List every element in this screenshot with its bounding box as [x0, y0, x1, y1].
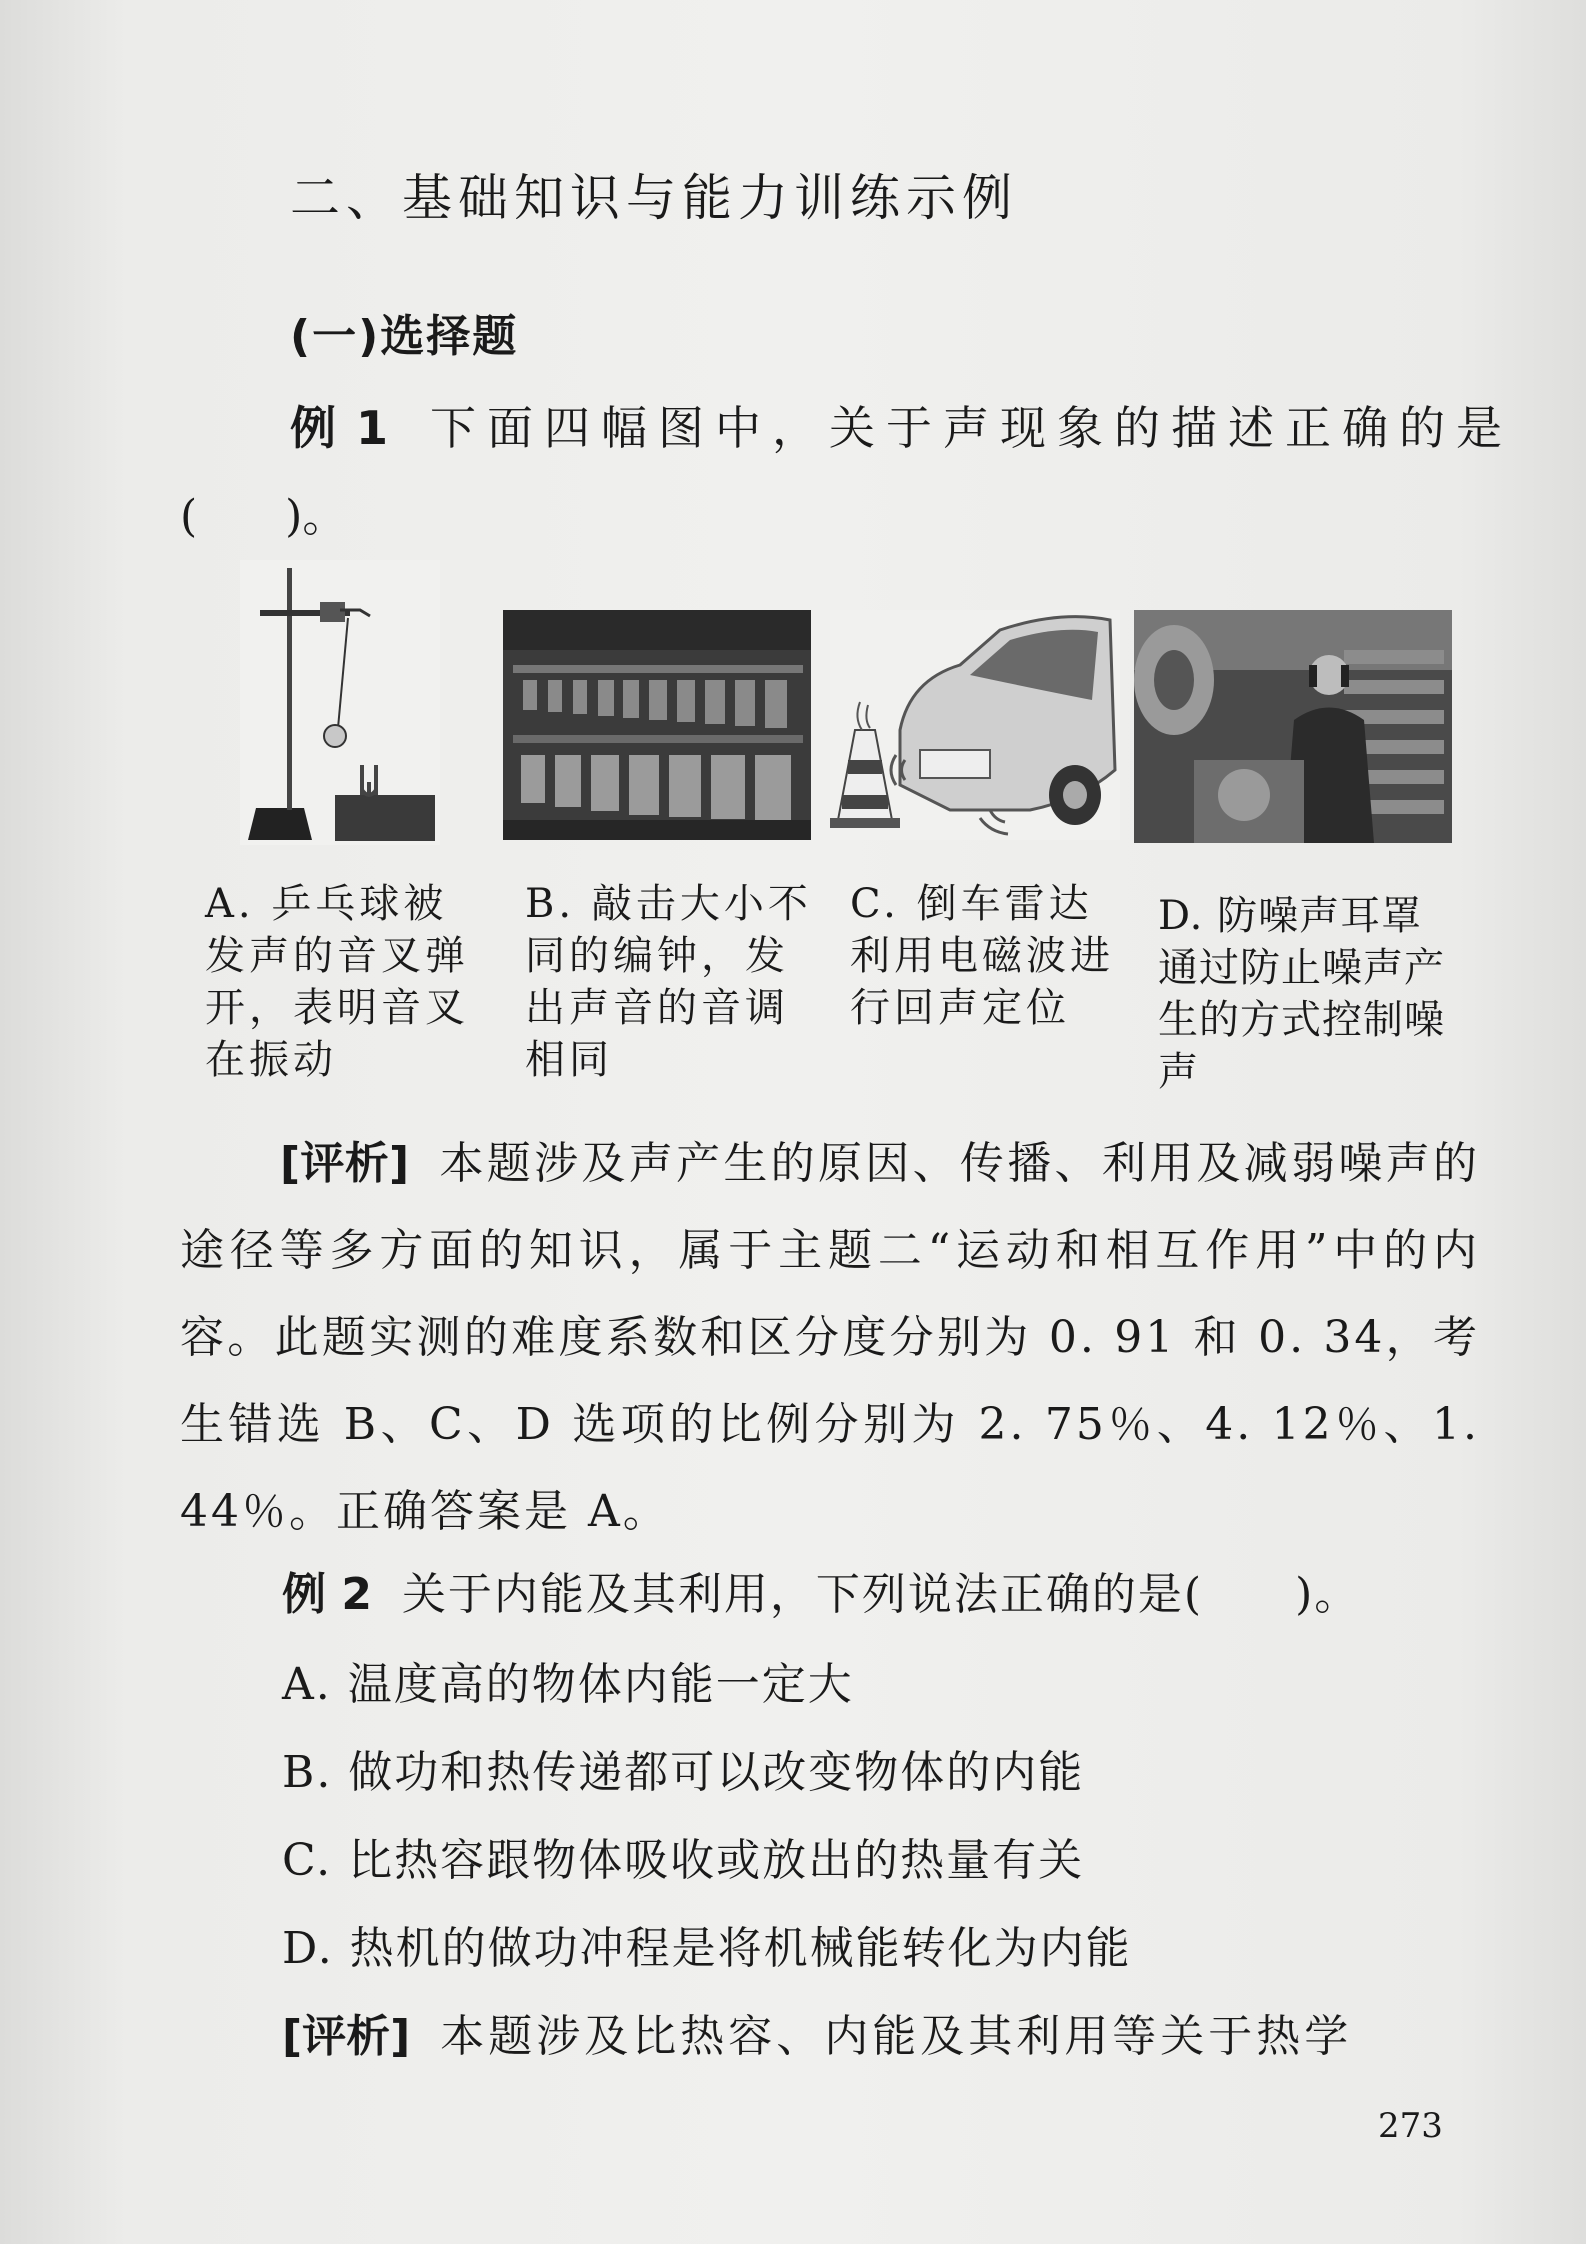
example1-analysis-text: 本题涉及声产生的原因、传播、利用及减弱噪声的途径等多方面的知识，属于主题二“运动和相互作用”中的内容。此题实测的难度系数和区分度分别为 0. 91 和 0. 34，考生错选 B、C、D 选项的比例分别为 2. 75％、4. 12％、1. 44％。正确答案是 A。: [180, 1138, 1481, 1537]
tuning-fork-ping-pong-image: [240, 560, 440, 845]
factory-worker-earmuffs-image: [1134, 610, 1452, 843]
example1-question: [290, 392, 1513, 458]
example2-analysis-text: 本题涉及比热容、内能及其利用等关于热学: [440, 2011, 1353, 2062]
example2-option-d: D. 热机的做功冲程是将机械能转化为内能: [282, 1923, 1132, 1974]
example2-analysis-label: [评析]: [282, 2011, 411, 2062]
example2-question-text: 关于内能及其利用，下列说法正确的是( )。: [401, 1569, 1361, 1620]
subsection-title: (一)选择题: [290, 311, 519, 362]
option-d-caption: D. 防噪声耳罩通过防止噪声产生的方式控制噪声: [1158, 893, 1445, 1095]
example1-answer-blank: ( )。: [180, 491, 347, 542]
example1-analysis-label: [评析]: [280, 1138, 410, 1189]
example2-label: 例 2: [282, 1569, 372, 1620]
option-a-caption: A. 乒乓球被发声的音叉弹开，表明音叉在振动: [205, 881, 469, 1083]
section-title: 二、基础知识与能力训练示例: [290, 169, 1018, 227]
example1-label: 例 1: [290, 401, 391, 455]
example2-option-b: B. 做功和热传递都可以改变物体的内能: [282, 1747, 1085, 1798]
example2-option-a: A. 温度高的物体内能一定大: [282, 1659, 854, 1710]
example2-option-c: C. 比热容跟物体吸收或放出的热量有关: [282, 1835, 1085, 1886]
page-number: 273: [1378, 2106, 1443, 2146]
example2-question: [282, 1558, 1360, 1622]
option-b-caption: B. 敲击大小不同的编钟，发出声音的音调相同: [525, 881, 812, 1083]
chime-bells-image: [503, 610, 811, 840]
option-c-caption: C. 倒车雷达利用电磁波进行回声定位: [850, 881, 1114, 1031]
reversing-radar-car-image: [830, 610, 1120, 840]
example1-question-text: 下面四幅图中，关于声现象的描述正确的是: [430, 401, 1514, 455]
example1-analysis: [180, 1120, 1480, 1555]
example2-analysis: [282, 2000, 1352, 2064]
